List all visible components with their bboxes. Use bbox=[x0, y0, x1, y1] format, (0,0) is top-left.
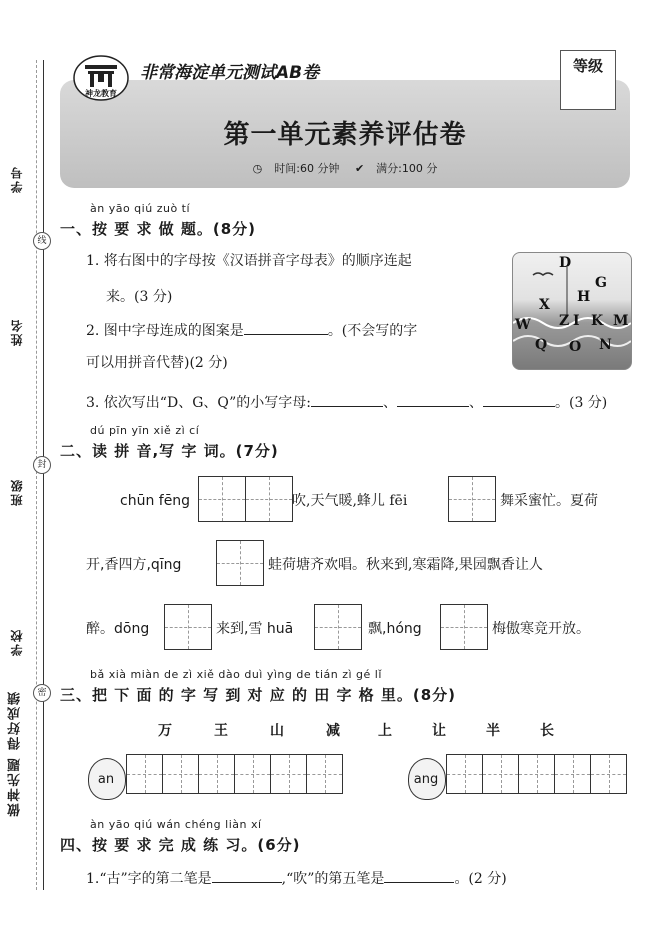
grade-box[interactable] bbox=[560, 50, 616, 110]
s2-grid-qing[interactable] bbox=[216, 540, 264, 586]
page-title: 第一单元素养评估卷 bbox=[223, 120, 467, 150]
section1-title: 一、按 要 求 做 题。(8分) bbox=[60, 220, 257, 238]
letter-picture bbox=[512, 252, 632, 370]
s2-text-3c: 飘,hóng bbox=[368, 621, 422, 637]
s1-q3-sep2: 、 bbox=[468, 395, 483, 411]
s2-text-1b: 吹,天气暖,蜂儿 fēi bbox=[292, 493, 408, 509]
word-shan: 山 bbox=[270, 723, 284, 739]
letter-d: D bbox=[559, 255, 572, 271]
full-score: 满分:100 分 bbox=[376, 162, 438, 175]
binding-dash-line bbox=[36, 60, 37, 890]
s1-q2-line2: 可以用拼音代替)(2 分) bbox=[86, 355, 228, 371]
s1-q2-line1 bbox=[86, 320, 417, 342]
letter-w: W bbox=[515, 317, 531, 333]
grid-cell[interactable] bbox=[271, 755, 307, 793]
s3-grid-ang[interactable] bbox=[446, 754, 627, 794]
s2-text-3a: 醉。dōng bbox=[86, 621, 150, 637]
s1-q3 bbox=[86, 392, 607, 414]
grid-cell[interactable] bbox=[315, 605, 361, 649]
section4-title: 四、按 要 求 完 成 练 习。(6分) bbox=[60, 836, 301, 854]
section2-title: 二、读 拼 音,写 字 词。(7分) bbox=[60, 442, 279, 460]
name-label: 姓名 bbox=[10, 318, 24, 346]
grid-cell[interactable] bbox=[246, 477, 292, 521]
exam-meta bbox=[60, 160, 630, 176]
s2-text-2a: 开,香四方,qīng bbox=[86, 557, 182, 573]
clock-icon: ◷ bbox=[252, 162, 263, 175]
margin-mark-seal: 封 bbox=[33, 456, 51, 474]
s2-grid-hong[interactable] bbox=[440, 604, 488, 650]
s4-q1-text-b: ,“吹”的第五笔是 bbox=[281, 871, 385, 887]
grid-cell[interactable] bbox=[163, 755, 199, 793]
grid-cell[interactable] bbox=[441, 605, 487, 649]
grid-cell[interactable] bbox=[199, 755, 235, 793]
letter-z: Z bbox=[559, 313, 570, 329]
s1-q3-text: 3. 依次写出“D、G、Q”的小写字母: bbox=[86, 395, 311, 411]
letter-g: G bbox=[595, 275, 607, 291]
letter-h: H bbox=[577, 289, 591, 305]
student-id-label: 学号 bbox=[10, 165, 24, 193]
s2-grid-dong[interactable] bbox=[164, 604, 212, 650]
word-jian: 减 bbox=[326, 723, 340, 739]
grid-cell[interactable] bbox=[127, 755, 163, 793]
grid-cell[interactable] bbox=[591, 755, 626, 793]
letter-m: M bbox=[613, 313, 629, 329]
word-chang: 长 bbox=[540, 723, 554, 739]
s4-q1-text-a: 1.“古”字的第二笔是 bbox=[86, 871, 212, 887]
margin-slogan: 做神先题 得好成绩 bbox=[8, 690, 23, 817]
grid-cell[interactable] bbox=[447, 755, 483, 793]
s2-grid-chunfeng[interactable] bbox=[198, 476, 293, 522]
s2-text-3d: 梅傲寒竞开放。 bbox=[492, 621, 590, 637]
school-label: 学校 bbox=[10, 628, 24, 656]
s2-text-3b: 来到,雪 huā bbox=[216, 621, 294, 637]
margin-mark-dense: 密 bbox=[33, 684, 51, 702]
s1-q3-blank-2[interactable] bbox=[397, 406, 469, 407]
letter-x: X bbox=[539, 297, 550, 313]
mascot-label-ang: ang bbox=[413, 772, 439, 787]
s1-q3-blank-1[interactable] bbox=[311, 406, 383, 407]
s2-grid-fei[interactable] bbox=[448, 476, 496, 522]
section3-title: 三、把 下 面 的 字 写 到 对 应 的 田 字 格 里。(8分) bbox=[60, 686, 457, 704]
s2-grid-hua[interactable] bbox=[314, 604, 362, 650]
time-limit: 时间:60 分钟 bbox=[274, 162, 340, 175]
letter-o: O bbox=[569, 339, 582, 355]
s1-q2-answer-blank[interactable] bbox=[244, 334, 328, 335]
section4-pinyin: àn yāo qiú wán chéng liàn xí bbox=[90, 818, 262, 831]
word-ban: 半 bbox=[486, 723, 500, 739]
grid-cell[interactable] bbox=[483, 755, 519, 793]
s2-text-1c: 舞采蜜忙。夏荷 bbox=[500, 493, 598, 509]
letter-n: N bbox=[599, 337, 612, 353]
s2-text-2b: 蛙荷塘齐欢唱。秋来到,寒霜降,果园飘香让人 bbox=[268, 557, 543, 573]
word-wang: 王 bbox=[214, 723, 228, 739]
binding-line bbox=[43, 60, 44, 890]
s4-q1 bbox=[86, 868, 507, 890]
grade-label: 等级 bbox=[572, 57, 603, 75]
s2-pinyin-chunfeng: chūn fēng bbox=[120, 493, 191, 509]
word-shang: 上 bbox=[378, 723, 392, 739]
grid-cell[interactable] bbox=[235, 755, 271, 793]
mascot-label-an: an bbox=[97, 772, 115, 787]
section2-pinyin: dú pīn yīn xiě zì cí bbox=[90, 424, 200, 437]
brand-title: 非常海淀单元测试AB卷 bbox=[140, 63, 320, 83]
s4-q1-text-c: 。(2 分) bbox=[454, 871, 507, 887]
margin-mark-line: 线 bbox=[33, 232, 51, 250]
section1-pinyin: àn yāo qiú zuò tí bbox=[90, 202, 191, 215]
word-wan: 万 bbox=[158, 723, 172, 739]
publisher-logo bbox=[72, 54, 130, 102]
grid-cell[interactable] bbox=[307, 755, 342, 793]
s1-q3-end: 。(3 分) bbox=[554, 395, 608, 411]
grid-cell[interactable] bbox=[199, 477, 246, 521]
grid-cell[interactable] bbox=[555, 755, 591, 793]
class-label: 班级 bbox=[10, 478, 24, 506]
letter-k: K bbox=[591, 313, 604, 329]
s1-q3-blank-3[interactable] bbox=[483, 406, 555, 407]
letter-i: I bbox=[573, 313, 580, 329]
letter-q: Q bbox=[535, 337, 548, 353]
s1-q2-text: 2. 图中字母连成的图案是 bbox=[86, 323, 244, 339]
grid-cell[interactable] bbox=[449, 477, 495, 521]
grid-cell[interactable] bbox=[165, 605, 211, 649]
section3-pinyin: bǎ xià miàn de zì xiě dào duì yìng de tián zì gé lǐ bbox=[90, 668, 382, 681]
s4-q1-blank-2[interactable] bbox=[384, 882, 454, 883]
check-icon: ✔ bbox=[354, 162, 365, 175]
grid-cell[interactable] bbox=[217, 541, 263, 585]
grid-cell[interactable] bbox=[519, 755, 555, 793]
s3-grid-an[interactable] bbox=[126, 754, 343, 794]
s1-q3-sep1: 、 bbox=[382, 395, 397, 411]
logo-text: 神龙教育 bbox=[85, 89, 117, 98]
s1-q2-text-end: 。(不会写的字 bbox=[327, 323, 418, 339]
word-rang: 让 bbox=[432, 723, 446, 739]
s1-q1-line2: 来。(3 分) bbox=[106, 289, 173, 305]
s1-q1-line1: 1. 将右图中的字母按《汉语拼音字母表》的顺序连起 bbox=[86, 253, 412, 269]
s4-q1-blank-1[interactable] bbox=[212, 882, 282, 883]
